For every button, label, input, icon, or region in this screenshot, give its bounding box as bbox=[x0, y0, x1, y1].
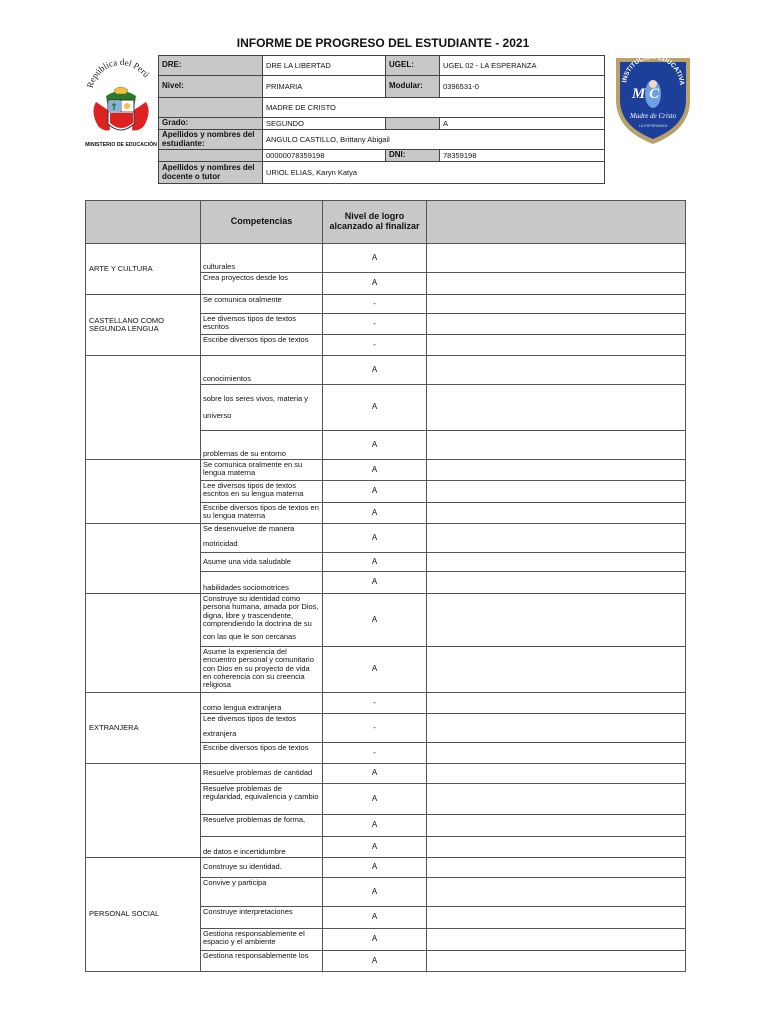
student-label: Apellidos y nombres del estudiante: bbox=[159, 130, 263, 150]
observation-cell bbox=[427, 572, 686, 594]
observation-cell bbox=[427, 951, 686, 972]
competency-cell bbox=[201, 594, 323, 647]
ugel-label: UGEL: bbox=[386, 56, 440, 76]
competency-cell: Lee diversos tipos de textos escritos en su lengua materna bbox=[201, 481, 323, 503]
competency-line: Se desenvuelve de manera bbox=[203, 524, 295, 533]
observation-cell bbox=[427, 647, 686, 693]
shield-motto: Madre de Cristo bbox=[629, 112, 677, 120]
shield-letters: M C bbox=[632, 86, 660, 102]
observation-cell bbox=[427, 524, 686, 553]
observation-cell bbox=[427, 335, 686, 356]
level-cell: A bbox=[323, 503, 427, 524]
competency-line: universo bbox=[203, 411, 232, 420]
header-nivel: Nivel de logro alcanzado al finalizar bbox=[323, 201, 427, 244]
school-value: MADRE DE CRISTO bbox=[263, 98, 605, 118]
student-code-value: 00000078359198 bbox=[263, 150, 386, 162]
area-castellano: CASTELLANO COMO SEGUNDA LENGUA bbox=[86, 295, 201, 356]
competency-line: motricidad bbox=[203, 539, 238, 549]
student-value: ANGULO CASTILLO, Brittany Abigail bbox=[263, 130, 605, 150]
dre-value: DRE LA LIBERTAD bbox=[263, 56, 386, 76]
level-cell: - bbox=[323, 335, 427, 356]
observation-cell bbox=[427, 878, 686, 907]
observation-cell bbox=[427, 385, 686, 431]
competency-cell: Escribe diversos tipos de textos bbox=[201, 335, 323, 356]
competency-cell: culturales bbox=[201, 244, 323, 273]
level-cell: A bbox=[323, 764, 427, 784]
competency-cell: de datos e incertidumbre bbox=[201, 837, 323, 858]
observation-cell bbox=[427, 460, 686, 481]
competency-cell: Construye su identidad. bbox=[201, 858, 323, 878]
observation-cell bbox=[427, 764, 686, 784]
observation-cell bbox=[427, 858, 686, 878]
school-shield-logo bbox=[612, 52, 694, 148]
competency-cell: Escribe diversos tipos de textos bbox=[201, 743, 323, 764]
grado-label: Grado: bbox=[159, 118, 263, 130]
competency-cell: conocimientos bbox=[201, 356, 323, 385]
observation-cell bbox=[427, 356, 686, 385]
observation-cell bbox=[427, 815, 686, 837]
level-cell: A bbox=[323, 273, 427, 295]
level-cell: A bbox=[323, 929, 427, 951]
seccion-label-cell bbox=[386, 118, 440, 130]
area-personal-social: PERSONAL SOCIAL bbox=[86, 858, 201, 972]
competency-cell: Crea proyectos desde los bbox=[201, 273, 323, 295]
teacher-value: URIOL ELIAS, Karyn Katya bbox=[263, 162, 605, 184]
dni-label: DNI: bbox=[386, 150, 440, 162]
area-comunicacion bbox=[86, 460, 201, 524]
level-cell: A bbox=[323, 553, 427, 572]
observation-cell bbox=[427, 503, 686, 524]
observation-cell bbox=[427, 244, 686, 273]
competency-cell bbox=[201, 524, 323, 553]
level-cell: A bbox=[323, 524, 427, 553]
observation-cell bbox=[427, 929, 686, 951]
level-cell: A bbox=[323, 878, 427, 907]
level-cell: - bbox=[323, 295, 427, 314]
competency-line: sobre los seres vivos, materia y bbox=[203, 393, 309, 403]
competency-line: Lee diversos tipos de textos bbox=[203, 714, 296, 723]
grado-value: SEGUNDO bbox=[263, 118, 386, 130]
competency-cell: Resuelve problemas de forma, bbox=[201, 815, 323, 837]
level-cell: - bbox=[323, 743, 427, 764]
level-cell: - bbox=[323, 693, 427, 714]
observation-cell bbox=[427, 431, 686, 460]
level-cell: - bbox=[323, 314, 427, 335]
shield-sub: LA ESPERANZA bbox=[638, 124, 668, 128]
competency-cell: Resuelve problemas de regularidad, equivalencia y cambio bbox=[201, 784, 323, 815]
competency-cell: Asume la experiencia del encuentro personal y comunitario con Dios en su proyecto de vida en coherencia con su creencia religiosa bbox=[201, 647, 323, 693]
dre-label: DRE: bbox=[159, 56, 263, 76]
report-title: INFORME DE PROGRESO DEL ESTUDIANTE - 2021 bbox=[236, 36, 530, 50]
competency-cell: como lengua extranjera bbox=[201, 693, 323, 714]
observation-cell bbox=[427, 314, 686, 335]
competency-cell bbox=[201, 714, 323, 743]
seccion-value: A bbox=[440, 118, 605, 130]
observation-cell bbox=[427, 714, 686, 743]
competency-cell: Escribe diversos tipos de textos en su lengua materna bbox=[201, 503, 323, 524]
level-cell: A bbox=[323, 572, 427, 594]
area-arte-cultura: ARTE Y CULTURA bbox=[86, 244, 201, 295]
level-cell: A bbox=[323, 784, 427, 815]
observation-cell bbox=[427, 594, 686, 647]
competency-line: extranjera bbox=[203, 729, 237, 739]
level-cell: A bbox=[323, 837, 427, 858]
competency-cell: Se comunica oralmente en su lengua materna bbox=[201, 460, 323, 481]
competency-cell: habilidades sociomotrices bbox=[201, 572, 323, 594]
code-label-cell bbox=[159, 150, 263, 162]
competency-cell: Resuelve problemas de cantidad bbox=[201, 764, 323, 784]
observation-cell bbox=[427, 784, 686, 815]
observation-cell bbox=[427, 907, 686, 929]
observation-cell bbox=[427, 743, 686, 764]
competency-cell bbox=[201, 385, 323, 431]
modular-label: Modular: bbox=[386, 76, 440, 98]
peru-coat-of-arms-logo bbox=[84, 50, 158, 150]
student-info-table bbox=[158, 55, 605, 184]
level-cell: - bbox=[323, 714, 427, 743]
observation-cell bbox=[427, 273, 686, 295]
level-cell: A bbox=[323, 481, 427, 503]
level-cell: A bbox=[323, 431, 427, 460]
level-cell: A bbox=[323, 907, 427, 929]
observation-cell bbox=[427, 553, 686, 572]
level-cell: A bbox=[323, 858, 427, 878]
nivel-value: PRIMARIA bbox=[263, 76, 386, 98]
coat-arc-text: República del Perú bbox=[84, 56, 152, 90]
dni-value: 78359198 bbox=[440, 150, 605, 162]
area-ciencia bbox=[86, 356, 201, 460]
competency-line: Construye su identidad como persona humana, amada por Dios, digna, libre y trascendente, comprendiendo la doctrina de su bbox=[203, 594, 319, 628]
level-cell: A bbox=[323, 594, 427, 647]
level-cell: A bbox=[323, 385, 427, 431]
school-label-cell bbox=[159, 98, 263, 118]
competency-cell: Construye interpretaciones bbox=[201, 907, 323, 929]
level-cell: A bbox=[323, 356, 427, 385]
modular-value: 0396531-0 bbox=[440, 76, 605, 98]
header-observations-cell bbox=[427, 201, 686, 244]
observation-cell bbox=[427, 481, 686, 503]
level-cell: A bbox=[323, 951, 427, 972]
ministerio-caption: MINISTERIO DE EDUCACIÓN bbox=[85, 142, 157, 148]
competency-cell: Se comunica oralmente bbox=[201, 295, 323, 314]
ugel-value: UGEL 02 - LA ESPERANZA bbox=[440, 56, 605, 76]
level-cell: A bbox=[323, 815, 427, 837]
teacher-label: Apellidos y nombres del docente o tutor bbox=[159, 162, 263, 184]
competency-cell: Gestiona responsablemente el espacio y el ambiente bbox=[201, 929, 323, 951]
competency-cell: problemas de su entorno bbox=[201, 431, 323, 460]
competency-cell: Lee diversos tipos de textos escritos bbox=[201, 314, 323, 335]
observation-cell bbox=[427, 295, 686, 314]
competency-cell: Gestiona responsablemente los bbox=[201, 951, 323, 972]
shield-arc-text: INSTITUCIÓN EDUCATIVA bbox=[621, 53, 686, 86]
header-area-cell bbox=[86, 201, 201, 244]
area-extranjera: EXTRANJERA bbox=[86, 693, 201, 764]
competency-line: con las que le son cercanas bbox=[203, 632, 296, 641]
competency-cell: Convive y participa bbox=[201, 878, 323, 907]
level-cell: A bbox=[323, 244, 427, 273]
level-cell: A bbox=[323, 460, 427, 481]
competency-cell: Asume una vida saludable bbox=[201, 553, 323, 572]
competencies-table bbox=[85, 200, 686, 972]
area-matematica bbox=[86, 764, 201, 858]
area-educacion-religiosa bbox=[86, 594, 201, 693]
observation-cell bbox=[427, 693, 686, 714]
nivel-label: Nivel: bbox=[159, 76, 263, 98]
header-competencias: Competencias bbox=[201, 201, 323, 244]
area-educacion-fisica bbox=[86, 524, 201, 594]
level-cell: A bbox=[323, 647, 427, 693]
observation-cell bbox=[427, 837, 686, 858]
